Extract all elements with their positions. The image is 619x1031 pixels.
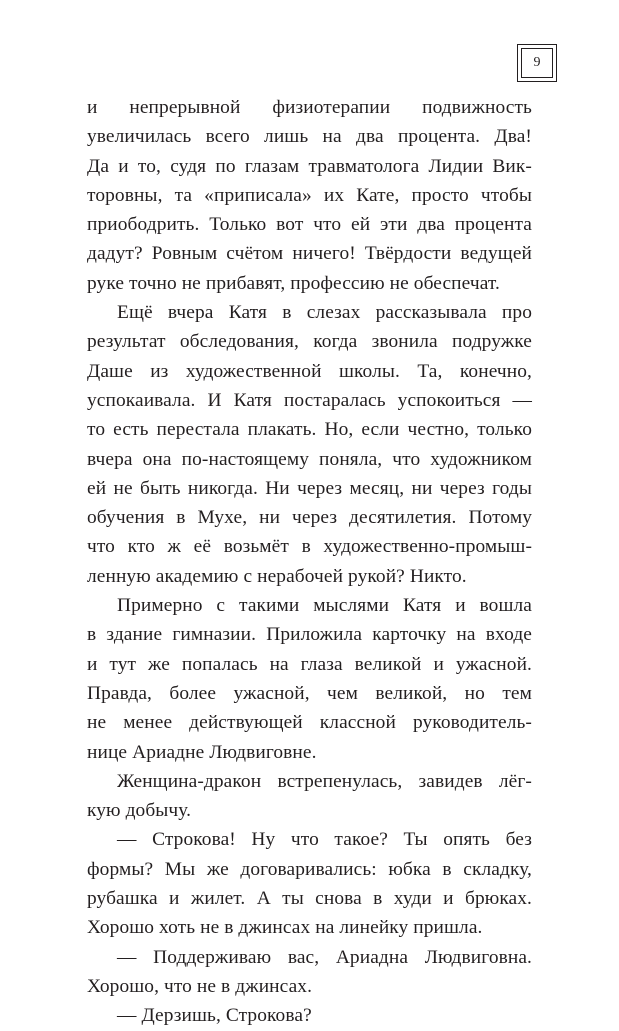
text-line: результат обследования, когда звонила подружке (87, 331, 532, 353)
text-line: вчера она по-настоящему поняла, что художником (87, 448, 532, 470)
page-number-frame (517, 44, 557, 82)
text-line: нице Ариадне Людвиговне. (87, 741, 317, 763)
text-line: Даше из художественной школы. Та, конечно, (87, 360, 532, 382)
paragraph (87, 591, 532, 767)
text-line: успокаивала. И Катя постаралась успокоиться — (87, 389, 532, 411)
text-line: кую добычу. (87, 800, 192, 822)
text-line: что кто ж её возьмёт в художественно-промыш- (87, 536, 532, 558)
text-line: — Строкова! Ну что такое? Ты опять без (117, 829, 532, 851)
text-line: руке точно не прибавят, профессию не обеспечат. (87, 272, 500, 294)
text-line: ленную академию с нерабочей рукой? Никто. (87, 565, 467, 587)
text-line: приободрить. Только вот что ей эти два процента (87, 214, 532, 236)
paragraph (87, 93, 532, 298)
text-line: и тут же попалась на глаза великой и ужасной. (87, 653, 532, 675)
text-line: увеличилась всего лишь на два процента. Два! (87, 126, 532, 148)
page-number: 9 (521, 48, 553, 78)
text-line: Ещё вчера Катя в слезах рассказывала про (117, 302, 532, 324)
text-line: и непрерывной физиотерапии подвижность (87, 97, 532, 118)
paragraph (87, 767, 532, 826)
text-line: формы? Мы же договаривались: юбка в складку, (87, 858, 532, 880)
text-line: Женщина-дракон встрепенулась, завидев лёг- (117, 770, 532, 792)
text-line: Правда, более ужасной, чем великой, но тем (87, 682, 532, 704)
text-line: обучения в Мухе, ни через десятилетия. Потому (87, 507, 532, 529)
body-text (87, 93, 532, 1031)
text-line: — Дерзишь, Строкова? (117, 1005, 312, 1027)
text-line: торовны, та «приписала» их Кате, просто чтобы (87, 184, 532, 206)
text-line: — Поддерживаю вас, Ариадна Людвиговна. (117, 946, 532, 968)
text-line: дадут? Ровным счётом ничего! Твёрдости ведущей (87, 243, 532, 265)
text-line: Хорошо, что не в джинсах. (87, 975, 313, 997)
text-line: ей не быть никогда. Ни через месяц, ни через годы (87, 477, 532, 499)
paragraph (87, 298, 532, 591)
paragraph (87, 1001, 532, 1030)
paragraph (87, 825, 532, 942)
text-line: Да и то, судя по глазам травматолога Лидии Вик- (87, 155, 532, 177)
text-line: Примерно с такими мыслями Катя и вошла (117, 595, 532, 617)
text-line: рубашка и жилет. А ты снова в худи и брюках. (87, 888, 532, 910)
text-line: в здание гимназии. Приложила карточку на входе (87, 624, 532, 646)
text-line: не менее действующей классной руководитель- (87, 712, 532, 734)
text-line: то есть перестала плакать. Но, если честно, только (87, 419, 532, 441)
text-line: Хорошо хоть не в джинсах на линейку пришла. (87, 917, 483, 939)
paragraph (87, 943, 532, 1002)
